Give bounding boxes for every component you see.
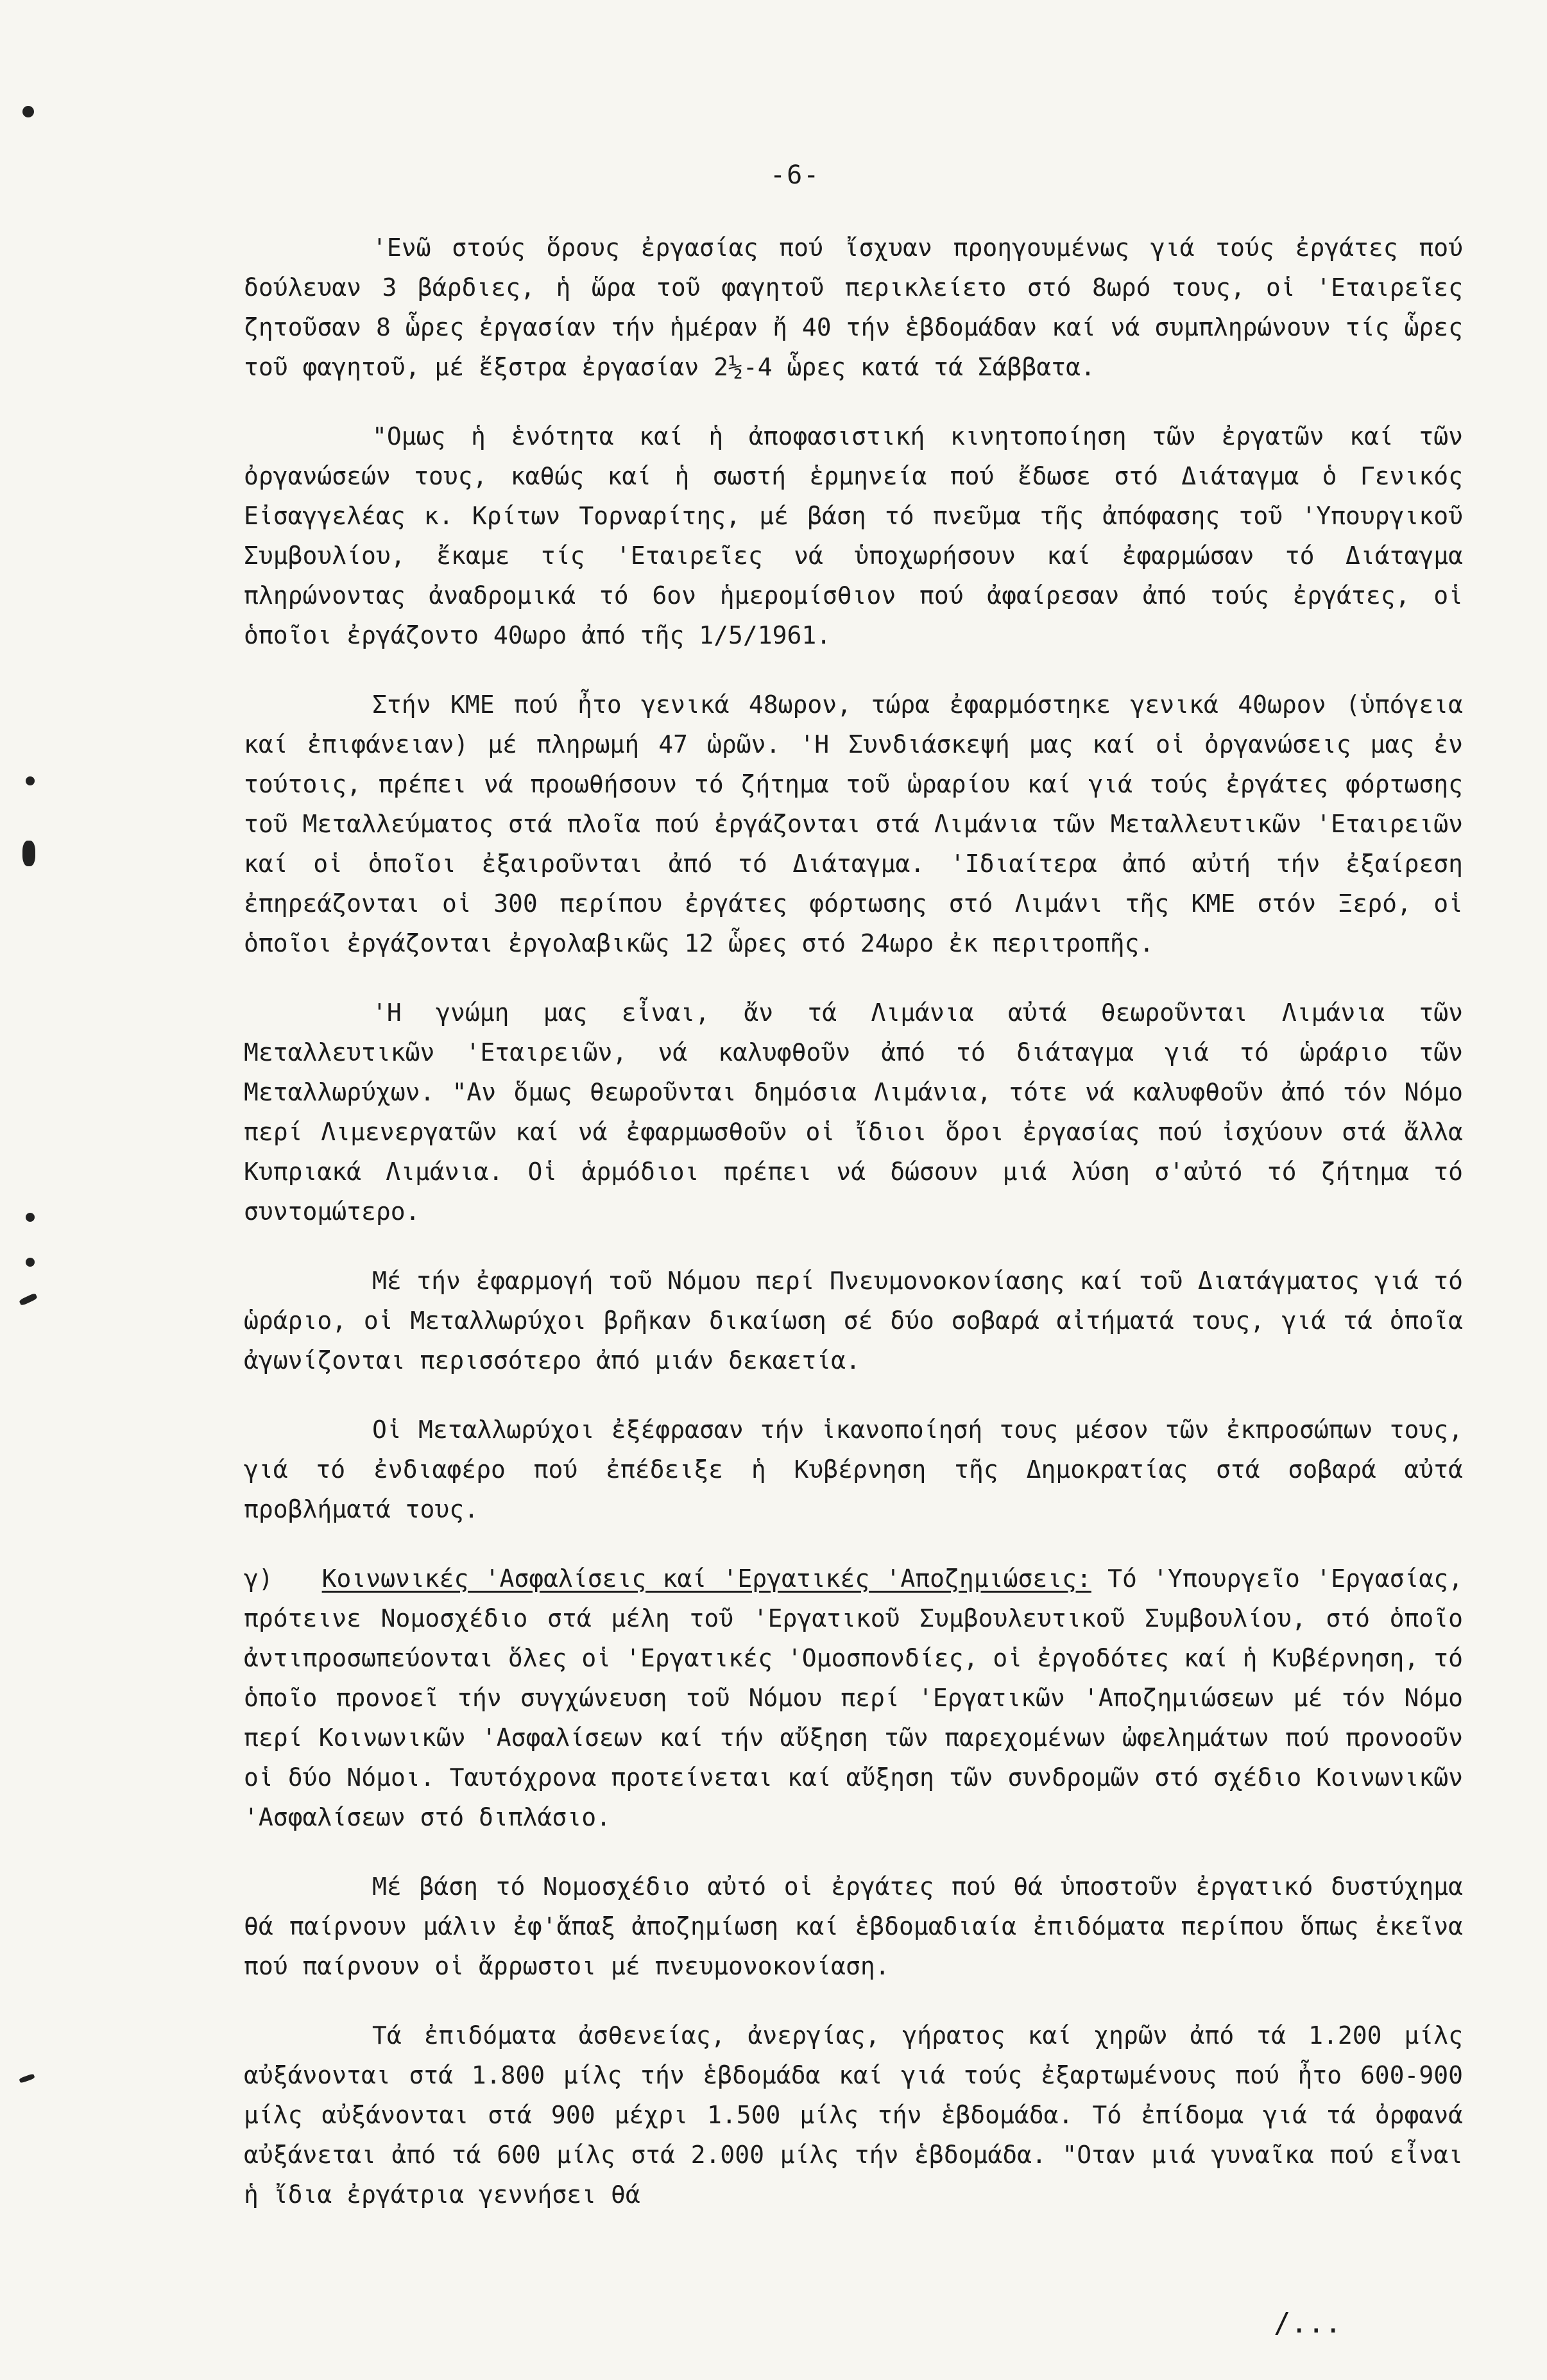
paragraph-4 (244, 993, 1463, 1231)
paragraph-6 (244, 1410, 1463, 1529)
scan-speck (22, 106, 34, 117)
scan-speck (26, 1258, 35, 1267)
paragraph-5 (244, 1261, 1463, 1380)
paragraph-8 (244, 2016, 1463, 2214)
paragraph-text: Οἱ Μεταλλωρύχοι ἐξέφρασαν τήν ἱκανοποίησή τους μέσον τῶν ἐκπροσώπων τους, γιά τό ἐνδιαφέρο πού ἐπέδειξε ἡ Κυβέρνηση τῆς Δημοκρατίας στά σοβαρά αὐτά προβλήματά τους. (244, 1416, 1463, 1523)
section-text: Τό 'Υπουργεῖο 'Εργασίας, πρότεινε Νομοσχέδιο στά μέλη τοῦ 'Εργατικοῦ Συμβουλευτικοῦ Συμβουλίου, στό ὁποῖο ἀντιπροσωπεύονται ὅλες οἱ 'Εργατικές 'Ομοσπονδίες, οἱ ἐργοδότες καί ἡ Κυβέρνηση, τό ὁποῖο προνοεῖ τήν συγχώνευση τοῦ Νόμου περί 'Εργατικῶν 'Αποζημιώσεων μέ τόν Νόμο περί Κοινωνικῶν 'Ασφαλίσεων καί τήν αὔξηση τῶν παρεχομένων ὠφελημάτων πού προνοοῦν οἱ δύο Νόμοι. Ταυτόχρονα προτείνεται καί αὔξηση τῶν συνδρομῶν στό σχέδιο Κοινωνικῶν 'Ασφαλίσεων στό διπλάσιο. (244, 1564, 1463, 1831)
scan-speck (26, 1213, 35, 1222)
scan-speck (19, 2073, 35, 2084)
continuation-mark: /... (1274, 2307, 1342, 2340)
paragraph-text: "Ομως ἡ ἑνότητα καί ἡ ἀποφασιστική κινητοποίηση τῶν ἐργατῶν καί τῶν ὀργανώσεών τους, καθώς καί ἡ σωστή ἑρμηνεία πού ἔδωσε στό Διάταγμα ὁ Γενικός Εἰσαγγελέας κ. Κρίτων Τορναρίτης, μέ βάση τό πνεῦμα τῆς ἀπόφασης τοῦ 'Υπουργικοῦ Συμβουλίου, ἔκαμε τίς 'Εταιρεῖες νά ὑποχωρήσουν καί ἐφαρμώσαν τό Διάταγμα πληρώνοντας ἀναδρομικά τό 6ον ἡμερομίσθιον πού ἀφαίρεσαν ἀπό τούς ἐργάτες, οἱ ὁποῖοι ἐργάζοντο 40ωρο ἀπό τῆς 1/5/1961. (244, 422, 1463, 649)
paragraph-text: 'Η γνώμη μας εἶναι, ἄν τά Λιμάνια αὐτά θεωροῦνται Λιμάνια τῶν Μεταλλευτικῶν 'Εταιρειῶν, νά καλυφθοῦν ἀπό τό διάταγμα γιά τό ὡράριο τῶν Μεταλλωρύχων. "Αν ὅμως θεωροῦνται δημόσια Λιμάνια, τότε νά καλυφθοῦν ἀπό τόν Νόμο περί Λιμενεργατῶν καί νά ἐφαρμωσθοῦν οἱ ἴδιοι ὅροι ἐργασίας πού ἰσχύουν στά ἄλλα Κυπριακά Λιμάνια. Οἱ ἁρμόδιοι πρέπει νά δώσουν μιά λύση σ'αὐτό τό ζήτημα τό συντομώτερο. (244, 998, 1463, 1226)
paragraph-2 (244, 416, 1463, 655)
scan-speck (19, 1293, 38, 1306)
section-label: γ) (244, 1564, 273, 1593)
paragraph-text: Μέ βάση τό Νομοσχέδιο αὐτό οἱ ἐργάτες πού θά ὑποστοῦν ἐργατικό δυστύχημα θά παίρνουν μάλιν ἐφ'ἅπαξ ἀποζημίωση καί ἑβδομαδιαία ἐπιδόματα περίπου ὅπως ἐκεῖνα πού παίρνουν οἱ ἄρρωστοι μέ πνευμονοκονίαση. (244, 1872, 1463, 1980)
paragraph-text: 'Ενῶ στούς ὅρους ἐργασίας πού ἴσχυαν προηγουμένως γιά τούς ἐργάτες πού δούλευαν 3 βάρδιες, ἡ ὥρα τοῦ φαγητοῦ περικλείετο στό 8ωρό τους, οἱ 'Εταιρεῖες ζητοῦσαν 8 ὧρες ἐργασίαν τήν ἡμέραν ἤ 40 τήν ἑβδομάδαν καί νά συμπληρώνουν τίς ὧρες τοῦ φαγητοῦ, μέ ἔξστρα ἐργασίαν 2½-4 ὧρες κατά τά Σάββατα. (244, 234, 1463, 381)
section-gamma (244, 1559, 1463, 1837)
section-heading: Κοινωνικές 'Ασφαλίσεις καί 'Εργατικές 'Αποζημιώσεις: (321, 1564, 1091, 1593)
paragraph-1 (244, 228, 1463, 387)
paragraph-3 (244, 685, 1463, 963)
paragraph-text: Στήν ΚΜΕ πού ἦτο γενικά 48ωρον, τώρα ἐφαρμόστηκε γενικά 40ωρον (ὑπόγεια καί ἐπιφάνειαν) μέ πληρωμή 47 ὡρῶν. 'Η Συνδιάσκεψή μας καί οἱ ὀργανώσεις μας ἐν τούτοις, πρέπει νά προωθήσουν τό ζήτημα τοῦ ὡραρίου καί γιά τούς ἐργάτες φόρτωσης τοῦ Μεταλλεύματος στά πλοῖα πού ἐργάζονται στά Λιμάνια τῶν Μεταλλευτικῶν 'Εταιρειῶν καί οἱ ὁποῖοι ἐξαιροῦνται ἀπό τό Διάταγμα. 'Ιδιαίτερα ἀπό αὐτή τήν ἐξαίρεση ἐπηρεάζονται οἱ 300 περίπου ἐργάτες φόρτωσης στό Λιμάνι τῆς ΚΜΕ στόν Ξερό, οἱ ὁποῖοι ἐργάζονται ἐργολαβικῶς 12 ὧρες στό 24ωρο ἐκ περιτροπῆς. (244, 690, 1463, 957)
body-text (244, 228, 1463, 2244)
scan-speck (26, 776, 35, 785)
paragraph-text: Μέ τήν ἐφαρμογή τοῦ Νόμου περί Πνευμονοκονίασης καί τοῦ Διατάγματος γιά τό ὡράριο, οἱ Μεταλλωρύχοι βρῆκαν δικαίωση σέ δύο σοβαρά αἰτήματά τους, γιά τά ὁποῖα ἀγωνίζονται περισσότερο ἀπό μιάν δεκαετία. (244, 1267, 1463, 1374)
paragraph-7 (244, 1867, 1463, 1986)
paragraph-text: Τά ἐπιδόματα ἀσθενείας, ἀνεργίας, γήρατος καί χηρῶν ἀπό τά 1.200 μίλς αὐξάνονται στά 1.800 μίλς τήν ἑβδομάδα καί γιά τούς ἐξαρτωμένους πού ἦτο 600-900 μίλς αὐξάνονται στά 900 μέχρι 1.500 μίλς τήν ἑβδομάδα. Τό ἐπίδομα γιά τά ὀρφανά αὐξάνεται ἀπό τά 600 μίλς στά 2.000 μίλς τήν ἑβδομάδα. "Οταν μιά γυναῖκα πού εἶναι ἡ ἴδια ἐργάτρια γεννήσει θά (244, 2021, 1463, 2209)
page-number: -6- (770, 160, 821, 190)
scan-speck (22, 841, 35, 866)
